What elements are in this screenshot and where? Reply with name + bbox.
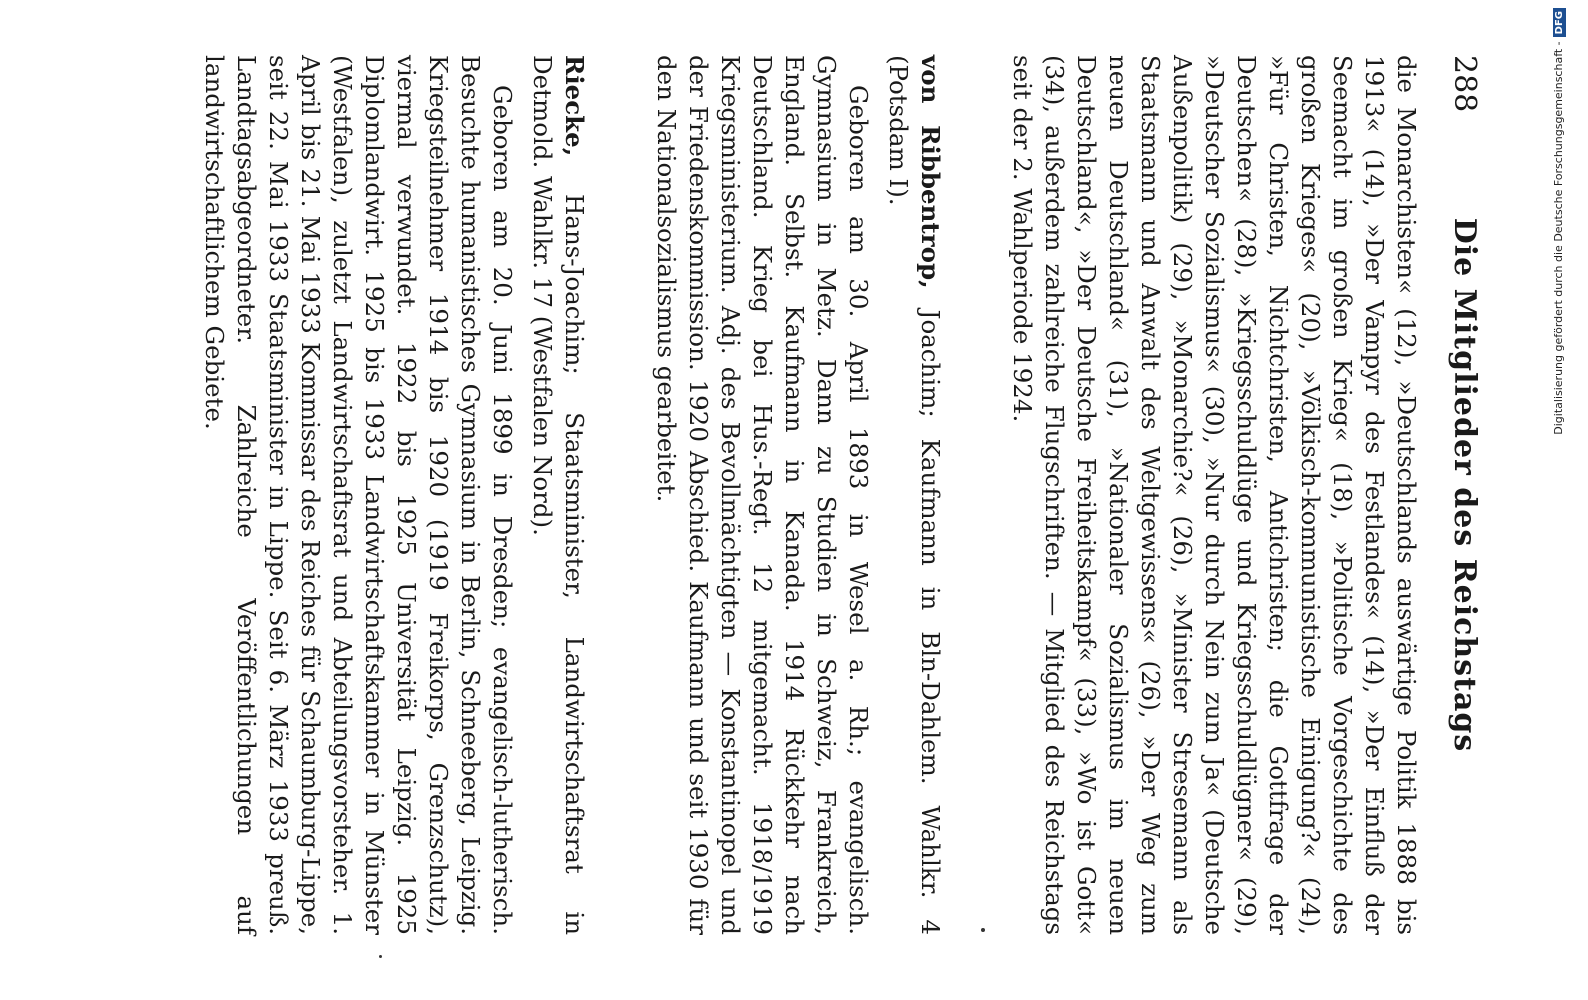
biography-entry-riecke xyxy=(198,55,590,935)
dfg-logo: DFG xyxy=(1553,8,1566,37)
credit-text: Digitalisierung gefördert durch die Deutsche Forschungsgemeinschaft - xyxy=(1552,41,1565,435)
digitization-credit xyxy=(1552,8,1582,998)
continuation-paragraph: die Monarchisten« (12), »Deutschlands auswärtige Politik 1888 bis 1913« (14), »Der Vampyr des Festlandes« (14), »Der Einfluß der Seemacht im großen Krieg« (18), »Politische Vorgeschichte des großen Krieges« (20), »Völkisch-kommunistische Einigung?« (24), »Für Christen, Nichtchristen, Antichristen; die Gottfrage der Deutschen« (28), »Kriegsschuldlüge und Kriegsschuldlügner« (29), »Deutscher Sozialismus« (30), »Nur durch Nein zum Ja« (Deutsche Außenpolitik) (29), »Monarchie?« (26), »Minister Stresemann als Staatsmann und Anwalt des Weltgewissens« (26), »Der Weg zum neuen Deutschland« (31), »Nationaler Sozialismus im neuen Deutschland«, »Der Deutsche Freiheitskampf« (33), »Wo ist Gott« (34), außerdem zahlreiche Flugschriften. — Mitglied des Reichstags seit der 2. Wahlperiode 1924. xyxy=(1008,55,1421,935)
entry-body: Geboren am 20. Juni 1899 in Dresden; evangelisch-lutherisch. Besuchte humanistisches Gymnasium in Berlin, Schneeberg, Leipzig. Kriegsteilnehmer 1914 bis 1920 (1919 Freikorps, Grenzschutz), viermal verwundet. 1922 bis 1925 Universität Leipzig. 1925 Diplomlandwirt. 1925 bis 1933 Landwirtschaftskammer in Münster (Westfalen), zuletzt Landwirtschaftsrat und Abteilungsvorsteher. 1. April bis 21. Mai 1933 Kommissar des Reiches für Schaumburg-Lippe, seit 22. Mai 1933 Staatsminister in Lippe. Seit 6. März 1933 preuß. Landtagsabgeordneter. Zahlreiche Veröffentlichungen auf landwirtschaftlichem Gebiete. xyxy=(200,55,517,935)
biography-entry-ribbentrop xyxy=(650,55,946,935)
entry-heading xyxy=(882,55,946,935)
entry-head-text: Joachim; Kaufmann in Bln-Dahlem. Wahlkr. 4 (Potsdam I). xyxy=(884,55,945,935)
page-number: 288 xyxy=(1447,55,1482,113)
running-title: Die Mitglieder des Reichstags xyxy=(1447,217,1482,753)
scan-speck xyxy=(981,928,985,932)
entry-name: von Ribbentrop, xyxy=(916,55,945,289)
entry-name: Riecke, xyxy=(560,55,589,157)
entry-heading xyxy=(526,55,590,935)
text-block xyxy=(198,55,1422,935)
entry-head-text: Hans-Joachim; Staatsminister, Landwirtschaftsrat in Detmold. Wahlkr. 17 (Westfalen Nord). xyxy=(528,55,589,935)
running-head xyxy=(1442,55,1482,915)
entry-body: Geboren am 30. April 1893 in Wesel a. Rh.; evangelisch. Gymnasium in Metz. Dann zu Studien in Schweiz, Frankreich, England. Selbst. Kaufmann in Kanada. 1914 Rückkehr nach Deutschland. Krieg bei Hus.-Regt. 12 mitgemacht. 1918/1919 Kriegsministerium. Adj. des Bevollmächtigten — Konstantinopel und der Friedenskommission. 1920 Abschied. Kaufmann und seit 1930 für den Nationalsozialismus gearbeitet. xyxy=(652,55,873,935)
scan-speck xyxy=(379,955,382,958)
